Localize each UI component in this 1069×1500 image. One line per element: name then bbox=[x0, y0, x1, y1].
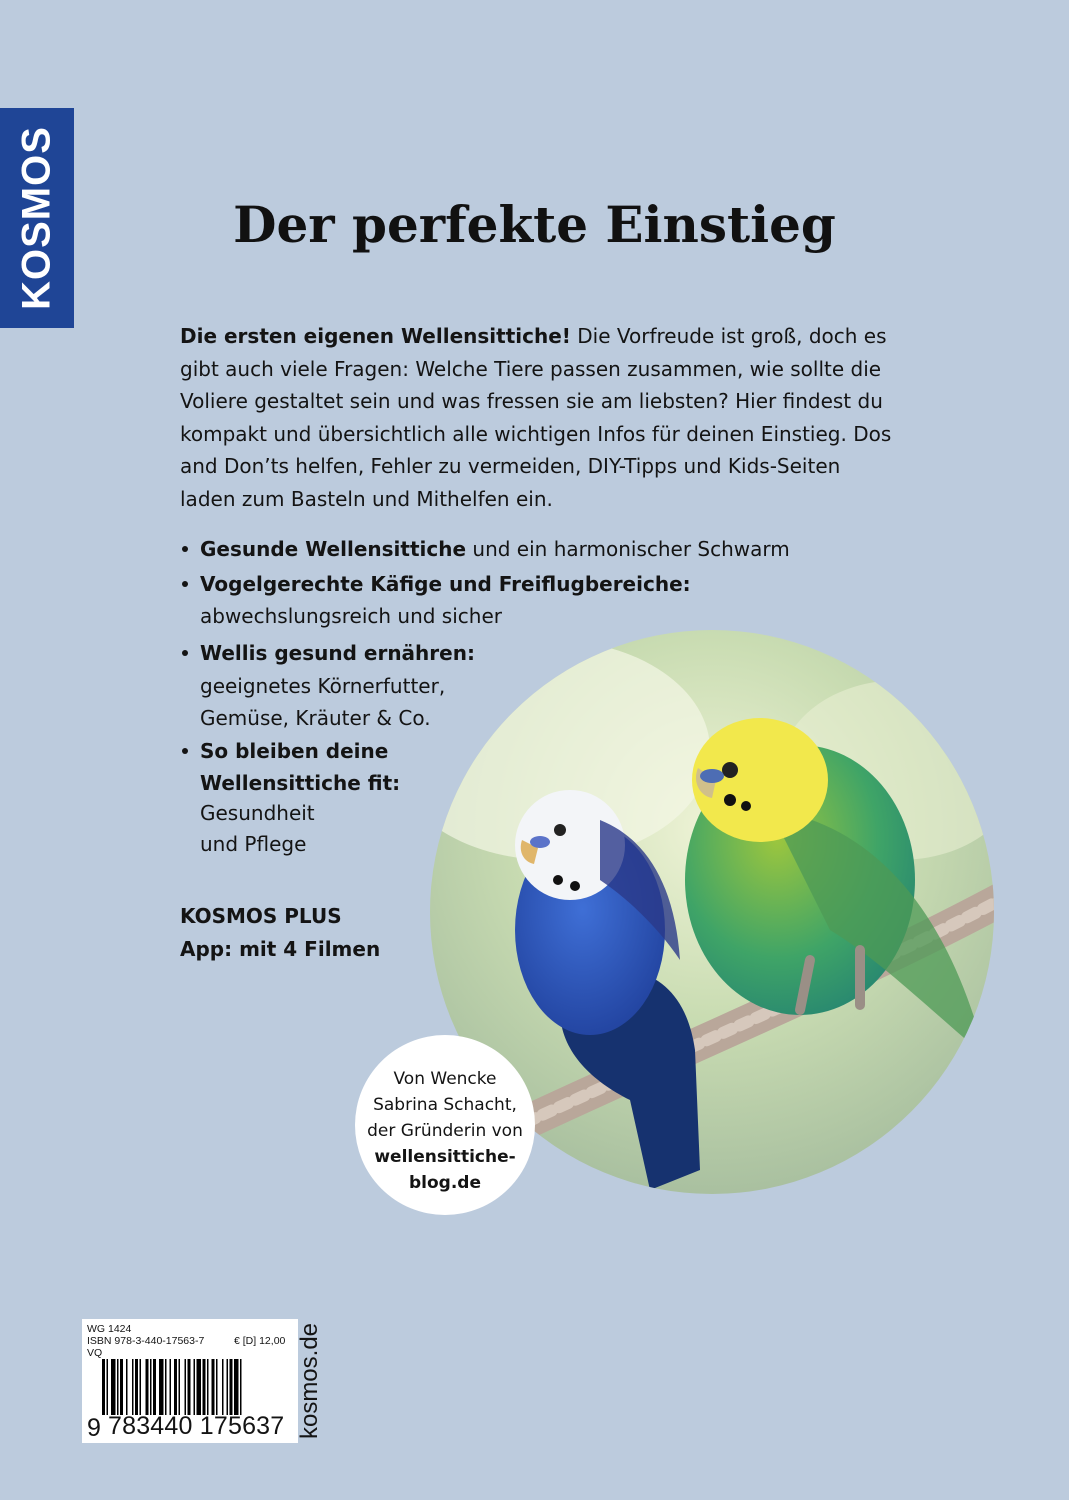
bullet-3-text-2: Gemüse, Kräuter & Co. bbox=[200, 706, 431, 730]
barcode-bar bbox=[135, 1359, 138, 1415]
bullet-dot bbox=[182, 546, 188, 552]
bullet-dot bbox=[182, 581, 188, 587]
barcode-bar bbox=[111, 1359, 116, 1415]
barcode-bar bbox=[188, 1359, 191, 1415]
barcode-bar bbox=[212, 1359, 215, 1415]
bullet-3-text-1: geeignetes Körnerfutter, bbox=[200, 674, 446, 698]
barcode-bar bbox=[107, 1359, 109, 1415]
intro-text: Die Vorfreude ist groß, doch es gibt auch viele Fragen: Welche Tiere passen zusammen, wie sollte die Voliere gestaltet sein und was fressen sie am liebsten? Hier findest du kompakt und übersichtlich alle wichtigen Infos für deinen Einstieg. Dos and Don’ts helfen, Fehler zu vermeiden, DIY-Tipps und Kids-Seiten laden zum Basteln und Mithelfen ein. bbox=[180, 324, 892, 511]
barcode-bar bbox=[159, 1359, 164, 1415]
barcode-bar bbox=[240, 1359, 242, 1415]
barcode-bar bbox=[174, 1359, 177, 1415]
barcode-bar bbox=[230, 1359, 233, 1415]
barcode-bar bbox=[140, 1359, 142, 1415]
badge-line-1: Von Wencke bbox=[393, 1069, 497, 1089]
barcode-bar bbox=[146, 1359, 149, 1415]
barcode-bar bbox=[117, 1359, 119, 1415]
barcode-bar bbox=[197, 1359, 202, 1415]
barcode-bar bbox=[234, 1359, 239, 1415]
wg-code: WG 1424 bbox=[87, 1323, 132, 1335]
website-url: kosmos.de bbox=[296, 1322, 323, 1440]
isbn: ISBN 978-3-440-17563-7 bbox=[87, 1335, 205, 1347]
barcode-bar bbox=[126, 1359, 128, 1415]
badge-bold-1: wellensittiche- bbox=[374, 1147, 516, 1167]
barcode-first-digit: 9 bbox=[87, 1414, 101, 1442]
bullet-4-title-1: So bleiben deine bbox=[200, 739, 389, 763]
app-info bbox=[180, 900, 380, 965]
vq-code: VQ bbox=[87, 1347, 103, 1359]
barcode-bar bbox=[102, 1359, 105, 1415]
barcode-box bbox=[82, 1319, 298, 1443]
bullet-4-text-2: und Pflege bbox=[200, 832, 307, 856]
bullet-1: Gesunde Wellensittiche und ein harmonischer Schwarm bbox=[200, 537, 790, 561]
barcode-bar bbox=[153, 1359, 156, 1415]
barcode-bar bbox=[203, 1359, 206, 1415]
barcode-bar bbox=[227, 1359, 229, 1415]
barcode-bar bbox=[150, 1359, 152, 1415]
badge-line-3: der Gründerin von bbox=[367, 1121, 523, 1141]
barcode-bar bbox=[170, 1359, 172, 1415]
bullet-4-text-1: Gesundheit bbox=[200, 801, 315, 825]
barcode-bar bbox=[179, 1359, 181, 1415]
barcode-bar bbox=[132, 1359, 134, 1415]
logo-text: KOSMOS bbox=[14, 126, 59, 310]
bullet-3-title: Wellis gesund ernähren: bbox=[200, 641, 475, 665]
bullet-dot bbox=[182, 650, 188, 656]
barcode-bar bbox=[120, 1359, 123, 1415]
barcode-bars bbox=[102, 1359, 292, 1415]
barcode-digits: 783440 175637 bbox=[108, 1412, 285, 1440]
barcode-bar bbox=[222, 1359, 224, 1415]
intro-paragraph bbox=[180, 320, 900, 515]
price: € [D] 12,00 bbox=[234, 1335, 286, 1347]
bullet-4-title-2: Wellensittiche fit: bbox=[200, 771, 401, 795]
bullet-2-title: Vogelgerechte Käfige und Freiflugbereiche: bbox=[200, 572, 691, 596]
bullet-dot bbox=[182, 748, 188, 754]
barcode-bar bbox=[194, 1359, 196, 1415]
badge-bold-2: blog.de bbox=[408, 1173, 481, 1193]
barcode-bar bbox=[185, 1359, 187, 1415]
author-badge bbox=[355, 1035, 535, 1215]
barcode-bar bbox=[165, 1359, 167, 1415]
app-subtitle: App: mit 4 Filmen bbox=[180, 936, 381, 961]
headline: Der perfekte Einstieg bbox=[233, 195, 836, 254]
bullet-2-text: abwechslungsreich und sicher bbox=[200, 604, 502, 628]
intro-bold: Die ersten eigenen Wellensittiche! bbox=[180, 324, 571, 348]
barcode-bar bbox=[207, 1359, 209, 1415]
barcode-bar bbox=[216, 1359, 218, 1415]
app-title: KOSMOS PLUS bbox=[180, 904, 342, 928]
badge-line-2: Sabrina Schacht, bbox=[373, 1095, 517, 1115]
